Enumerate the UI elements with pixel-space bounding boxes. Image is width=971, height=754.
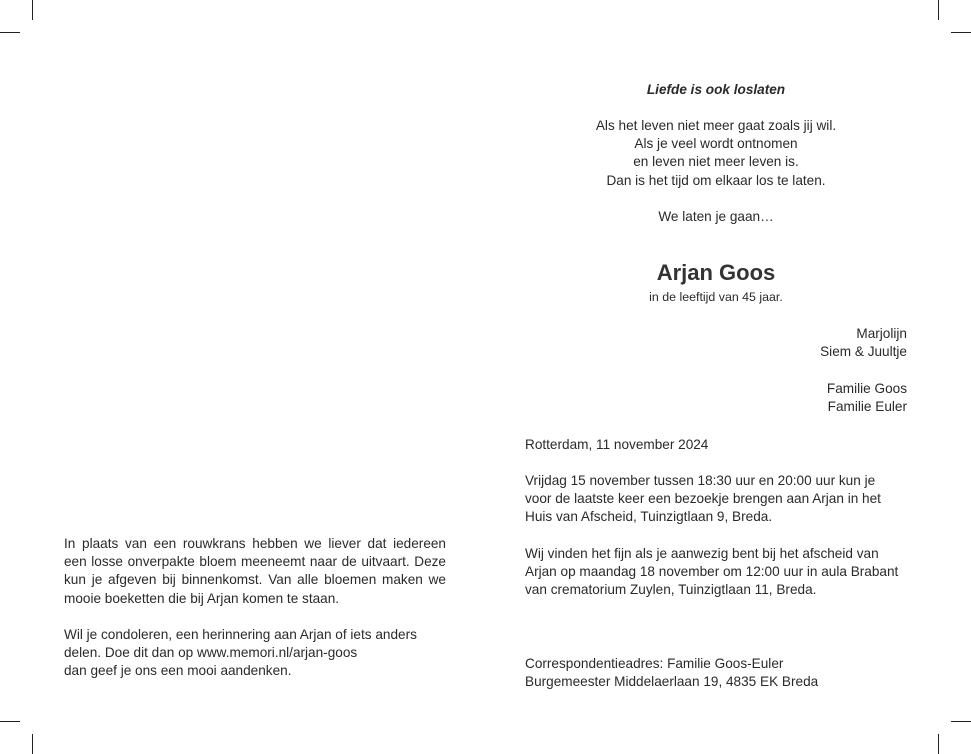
crop-mark-top-left-horizontal [0, 32, 20, 33]
farewell-line: van crematorium Zuylen, Tuinzigtlaan 11, Breda. [525, 582, 817, 598]
correspondence-line: Correspondentieadres: Familie Goos-Euler [525, 656, 784, 671]
condolence-line: dan geef je ons een mooi aandenken. [64, 663, 292, 679]
poem-title: Liefde is ook loslaten [646, 82, 786, 97]
crop-mark-bottom-left-vertical [32, 734, 33, 754]
deceased-name: Arjan Goos [656, 260, 776, 285]
crop-mark-bottom-right-horizontal [951, 721, 971, 722]
correspondence-address [525, 655, 910, 691]
flowers-paragraph: In plaats van een rouwkrans hebben we liever dat iedereen een losse onverpakte bloem meeneemt naar de uitvaart. Deze kun je afgeven bij binnenkomst. Van alle bloemen maken we mooie boeketten die bij Arjan komen te staan. [64, 536, 446, 606]
condolence-line: delen. Doe dit dan op www.memori.nl/arjan-goos [64, 645, 358, 661]
poem-line: Als je veel wordt ontnomen [634, 136, 798, 152]
left-column-text [64, 535, 446, 681]
visitation-line: voor de laatste keer een bezoekje brengen aan Arjan in het [525, 491, 881, 507]
relatives-list [820, 325, 907, 416]
visitation-line: Huis van Afscheid, Tuinzigtlaan 9, Breda. [525, 509, 773, 525]
crop-mark-top-right-vertical [938, 0, 939, 20]
relative-name: Siem & Juultje [820, 344, 907, 360]
condolence-line: Wil je condoleren, een herinnering aan Arjan of iets anders [64, 627, 417, 642]
visitation-line: Vrijdag 15 november tussen 18:30 uur en 20:00 uur kun je [525, 473, 876, 488]
farewell-paragraph [525, 545, 910, 600]
relative-name: Familie Goos [826, 380, 907, 396]
farewell-line: Arjan op maandag 18 november om 12:00 uur in aula Brabant [525, 564, 899, 580]
correspondence-line: Burgemeester Middelaerlaan 19, 4835 EK Breda [525, 674, 819, 690]
crop-mark-top-left-vertical [32, 0, 33, 20]
deceased-age: in de leeftijd van 45 jaar. [649, 290, 783, 304]
crop-mark-bottom-left-horizontal [0, 721, 20, 722]
place-date: Rotterdam, 11 november 2024 [525, 437, 709, 452]
relative-name: Marjolijn [856, 326, 907, 341]
poem-line: Dan is het tijd om elkaar los te laten. [606, 172, 826, 188]
crop-mark-top-right-horizontal [951, 32, 971, 33]
condolence-paragraph [64, 626, 446, 681]
visitation-paragraph [525, 472, 910, 527]
farewell-line: Wij vinden het fijn als je aanwezig bent bij het afscheid van [525, 546, 879, 561]
poem-line: Als het leven niet meer gaat zoals jij wil. [595, 118, 837, 133]
crop-mark-bottom-right-vertical [938, 734, 939, 754]
poem-lines [530, 117, 902, 190]
poem-line: en leven niet meer leven is. [633, 154, 799, 170]
relative-name: Familie Euler [827, 398, 907, 414]
relatives-spacer [820, 361, 907, 379]
poem-closing: We laten je gaan… [658, 209, 774, 224]
